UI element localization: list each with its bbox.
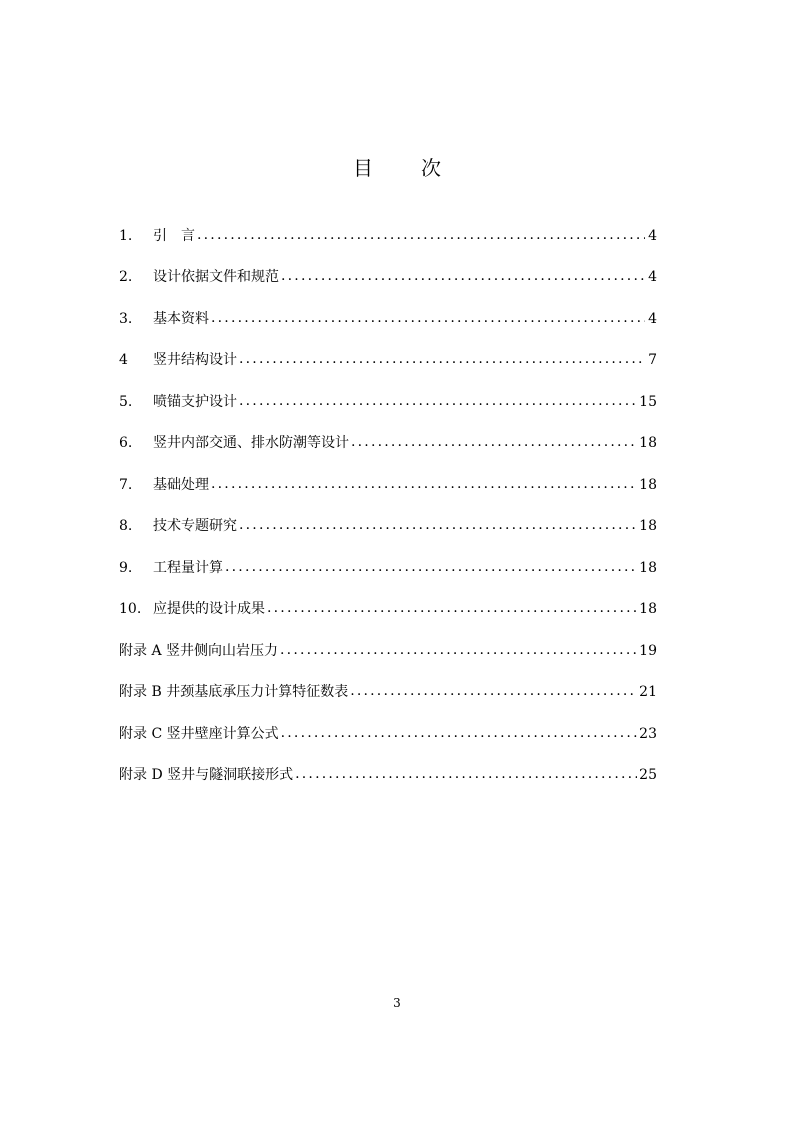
toc-entry-page: 21 — [639, 684, 657, 700]
toc-entry-number: 6. — [119, 435, 133, 451]
toc-entry-number: 8. — [119, 518, 133, 534]
toc-dot-leader — [281, 723, 638, 743]
toc-entry-page: 15 — [639, 394, 657, 410]
toc-dot-leader — [351, 432, 637, 452]
toc-dot-leader — [197, 225, 645, 245]
toc-entry-label: 附录 C 竖井壁座计算公式 — [119, 726, 279, 742]
toc-entry[interactable] — [119, 384, 657, 412]
toc-dot-leader — [295, 764, 637, 784]
toc-entry[interactable] — [119, 301, 657, 329]
toc-dot-leader — [280, 640, 637, 660]
toc-entry-label: 基本资料 — [153, 311, 209, 327]
toc-entry-number: 3. — [119, 311, 133, 327]
toc-entry[interactable] — [119, 633, 657, 661]
toc-entry-page: 18 — [639, 601, 657, 617]
toc-dot-leader — [267, 598, 637, 618]
toc-entry-number: 7. — [119, 477, 133, 493]
toc-entry-label: 应提供的设计成果 — [153, 601, 265, 617]
toc-entry-label: 设计依据文件和规范 — [153, 269, 279, 285]
toc-entry-page: 4 — [648, 228, 657, 244]
toc-dot-leader — [239, 391, 637, 411]
toc-entry-number: 2. — [119, 269, 133, 285]
toc-entry-number: 5. — [119, 394, 133, 410]
toc-entry[interactable] — [119, 591, 657, 619]
toc-entry[interactable] — [119, 508, 657, 536]
toc-entry-page: 7 — [648, 352, 657, 368]
toc-entry-page: 25 — [639, 767, 657, 783]
toc-entry-label: 附录 A 竖井侧向山岩压力 — [119, 643, 279, 659]
toc-entry-page: 18 — [639, 435, 657, 451]
toc-entry-label: 基础处理 — [153, 477, 209, 493]
toc-entry[interactable] — [119, 674, 657, 702]
toc-entry[interactable] — [119, 757, 657, 785]
toc-entry-number: 1. — [119, 228, 133, 244]
toc-dot-leader — [211, 474, 637, 494]
toc-entry[interactable] — [119, 342, 657, 370]
toc-entry-label: 工程量计算 — [153, 560, 223, 576]
toc-entry[interactable] — [119, 467, 657, 495]
toc-dot-leader — [225, 557, 637, 577]
toc-entry-page: 18 — [639, 518, 657, 534]
toc-entry-label: 竖井结构设计 — [153, 352, 237, 368]
toc-entry[interactable] — [119, 550, 657, 578]
toc-dot-leader — [281, 266, 645, 286]
toc-entry-label: 技术专题研究 — [153, 518, 237, 534]
toc-entry-label: 附录 D 竖井与隧洞联接形式 — [119, 767, 294, 783]
page-number-footer: 3 — [393, 996, 401, 1010]
toc-dot-leader — [211, 308, 645, 328]
toc-entry-page: 4 — [648, 311, 657, 327]
toc-entry-page: 23 — [639, 726, 657, 742]
toc-entry[interactable] — [119, 218, 657, 246]
toc-entry[interactable] — [119, 716, 657, 744]
toc-entry-label: 附录 B 井颈基底承压力计算特征数表 — [119, 684, 349, 700]
toc-dot-leader — [239, 349, 645, 369]
toc-entry-page: 19 — [639, 643, 657, 659]
toc-entry-number: 9. — [119, 560, 133, 576]
toc-entry-page: 4 — [648, 269, 657, 285]
toc-entry-page: 18 — [639, 477, 657, 493]
toc-dot-leader — [350, 681, 637, 701]
toc-dot-leader — [239, 515, 637, 535]
toc-entry-label: 喷锚支护设计 — [153, 394, 237, 410]
title-char-2: 次 — [421, 156, 441, 180]
page-title — [0, 152, 794, 181]
title-char-1: 目 — [353, 156, 373, 180]
toc-entry-label: 引 言 — [153, 228, 195, 244]
toc-entry-number: 10. — [119, 601, 142, 617]
toc-entry[interactable] — [119, 425, 657, 453]
toc-entry-number: 4 — [119, 352, 128, 368]
toc-entry-page: 18 — [639, 560, 657, 576]
toc-entry[interactable] — [119, 259, 657, 287]
toc-entry-label: 竖井内部交通、排水防潮等设计 — [153, 435, 349, 451]
